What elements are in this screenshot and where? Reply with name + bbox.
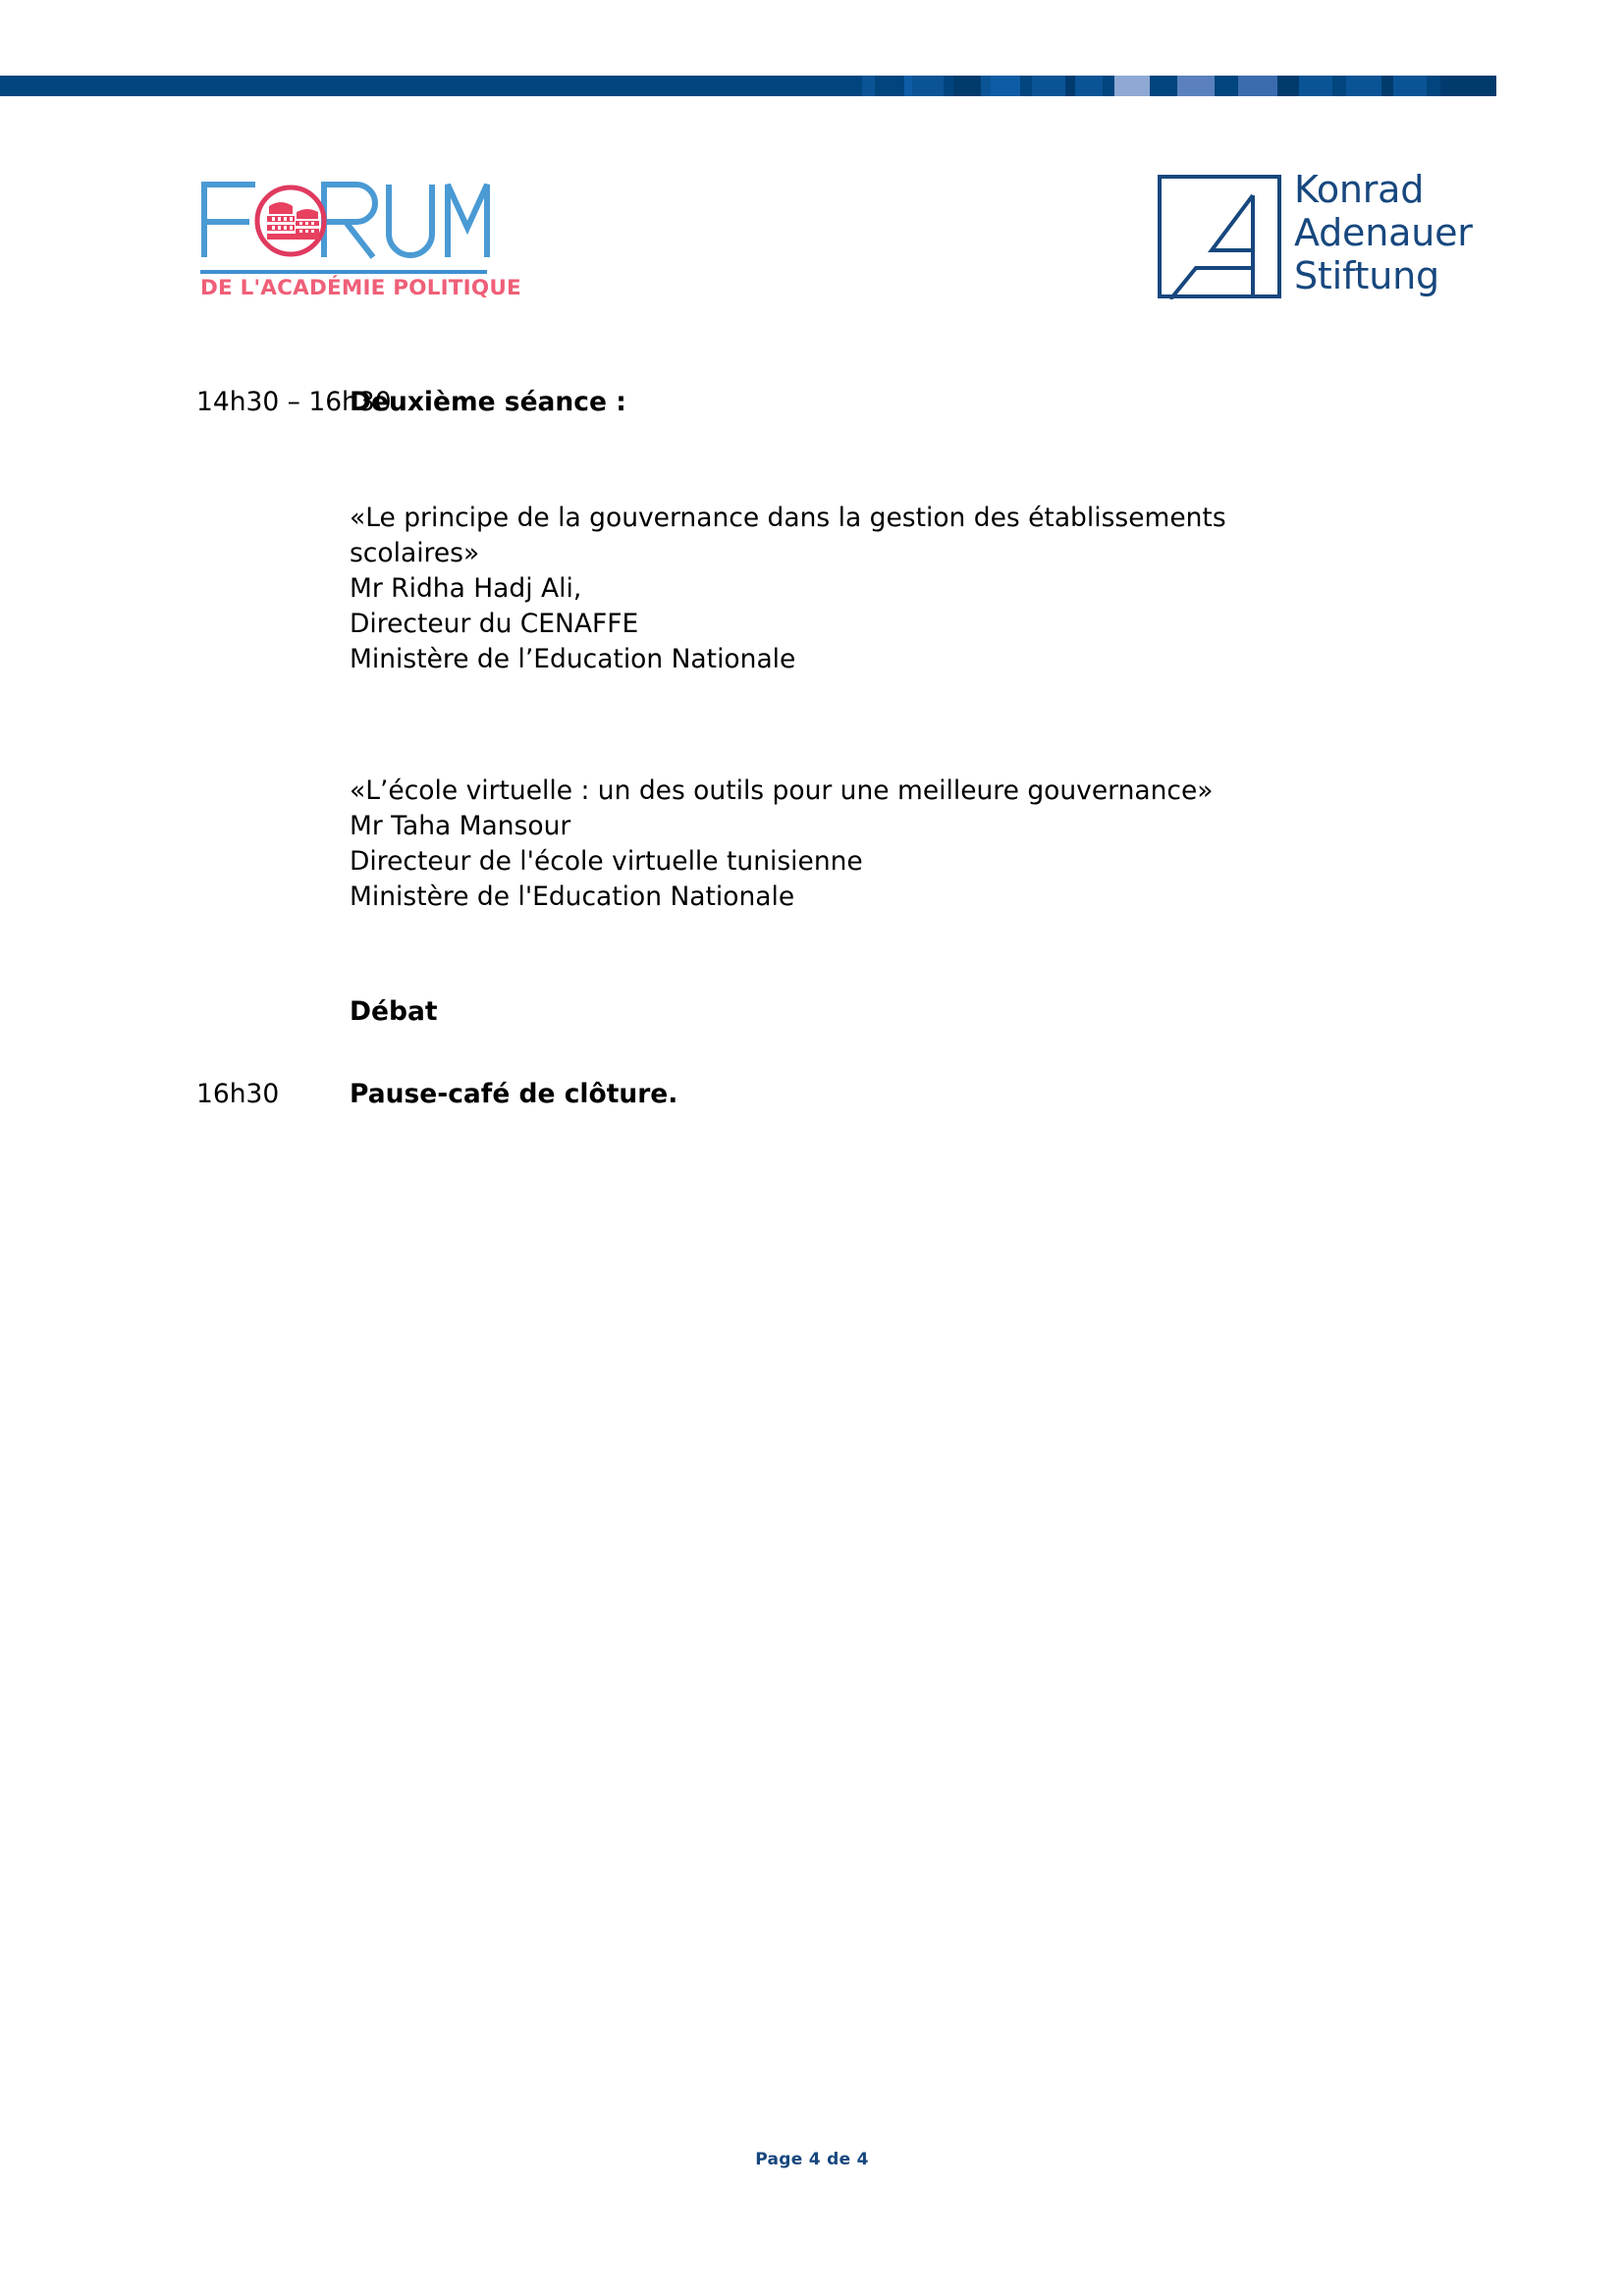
header-bar-segment-22: [1346, 76, 1381, 96]
page-number-label: Page 4 de 4: [755, 2150, 869, 2169]
header-bar-segment-17: [1215, 76, 1238, 96]
schedule-row-talk1: [0, 501, 1331, 677]
talk2-title: «L’école virtuelle : un des outils pour une meilleure gouvernance»: [350, 775, 1214, 806]
header-bar-segment-6: [953, 76, 981, 96]
talk1-speaker: Mr Ridha Hadj Ali,: [350, 573, 582, 604]
talk1-organisation: Ministère de l’Education Nationale: [350, 644, 796, 674]
header-bar-segment-0: [0, 76, 862, 96]
header-bar-segment-23: [1381, 76, 1393, 96]
header-bar-segment-24: [1393, 76, 1427, 96]
header-bar-segment-19: [1277, 76, 1299, 96]
header-bar-segment-18: [1238, 76, 1277, 96]
session2-heading: Deuxième séance :: [350, 387, 626, 417]
header-bar-segment-14: [1114, 76, 1150, 96]
header-bar-segment-7: [981, 76, 991, 96]
talk2-block: [350, 774, 1331, 915]
header-bar-segment-1: [862, 76, 875, 96]
schedule-row-talk2: [0, 774, 1331, 915]
talk1-title: «Le principe de la gouvernance dans la gestion des établissements scolaires»: [350, 503, 1226, 568]
header-bar-segment-16: [1177, 76, 1215, 96]
header-bar-segment-12: [1075, 76, 1103, 96]
kas-wordmark: [1294, 168, 1473, 297]
session2-time: 14h30 – 16h30: [196, 387, 392, 417]
header-bar-segment-13: [1103, 76, 1114, 96]
talk2-time: [0, 774, 350, 915]
header-bar-segment-25: [1427, 76, 1440, 96]
debate-time: [0, 994, 350, 1030]
debate-label: Débat: [350, 996, 438, 1027]
header-bar-segment-4: [912, 76, 944, 96]
talk2-speaker: Mr Taha Mansour: [350, 811, 571, 841]
schedule-row-session2: [0, 385, 1331, 420]
schedule-row-closing: [0, 1077, 1331, 1112]
header-bar-segment-2: [875, 76, 904, 96]
header-bar-segment-26: [1440, 76, 1496, 96]
header-bar-segment-11: [1065, 76, 1075, 96]
talk1-time: [0, 501, 350, 677]
kas-line-stiftung: Stiftung: [1294, 254, 1439, 297]
closing-label: Pause-café de clôture.: [350, 1079, 678, 1109]
page-footer: [0, 2150, 1624, 2169]
schedule-row-debate: [0, 994, 1331, 1030]
header-bar-segment-10: [1032, 76, 1065, 96]
header-bar-segment-15: [1150, 76, 1177, 96]
forum-logo-tagline: DE L'ACADÉMIE POLITIQUE: [200, 276, 521, 300]
closing-time: 16h30: [196, 1079, 280, 1109]
forum-wordmark: [196, 177, 491, 255]
kas-line-konrad: Konrad: [1294, 168, 1425, 211]
kas-line-adenauer: Adenauer: [1294, 211, 1473, 254]
talk1-role: Directeur du CENAFFE: [350, 609, 639, 639]
header-bar-segment-21: [1332, 76, 1346, 96]
talk1-block: [350, 501, 1331, 677]
konrad-adenauer-stiftung-logo: [1157, 168, 1473, 301]
header-bar-segment-8: [991, 76, 1020, 96]
talk2-organisation: Ministère de l'Education Nationale: [350, 881, 795, 912]
talk2-role: Directeur de l'école virtuelle tunisienne: [350, 846, 863, 877]
header-bar-segment-20: [1299, 76, 1332, 96]
header-decorative-bar: [0, 76, 1561, 96]
forum-logo: [196, 177, 521, 300]
header-bar-segment-5: [944, 76, 953, 96]
forum-logo-divider: [200, 270, 487, 274]
header-bar-segment-9: [1020, 76, 1032, 96]
header-bar-segment-3: [904, 76, 912, 96]
kas-square-a-icon: [1157, 174, 1282, 303]
